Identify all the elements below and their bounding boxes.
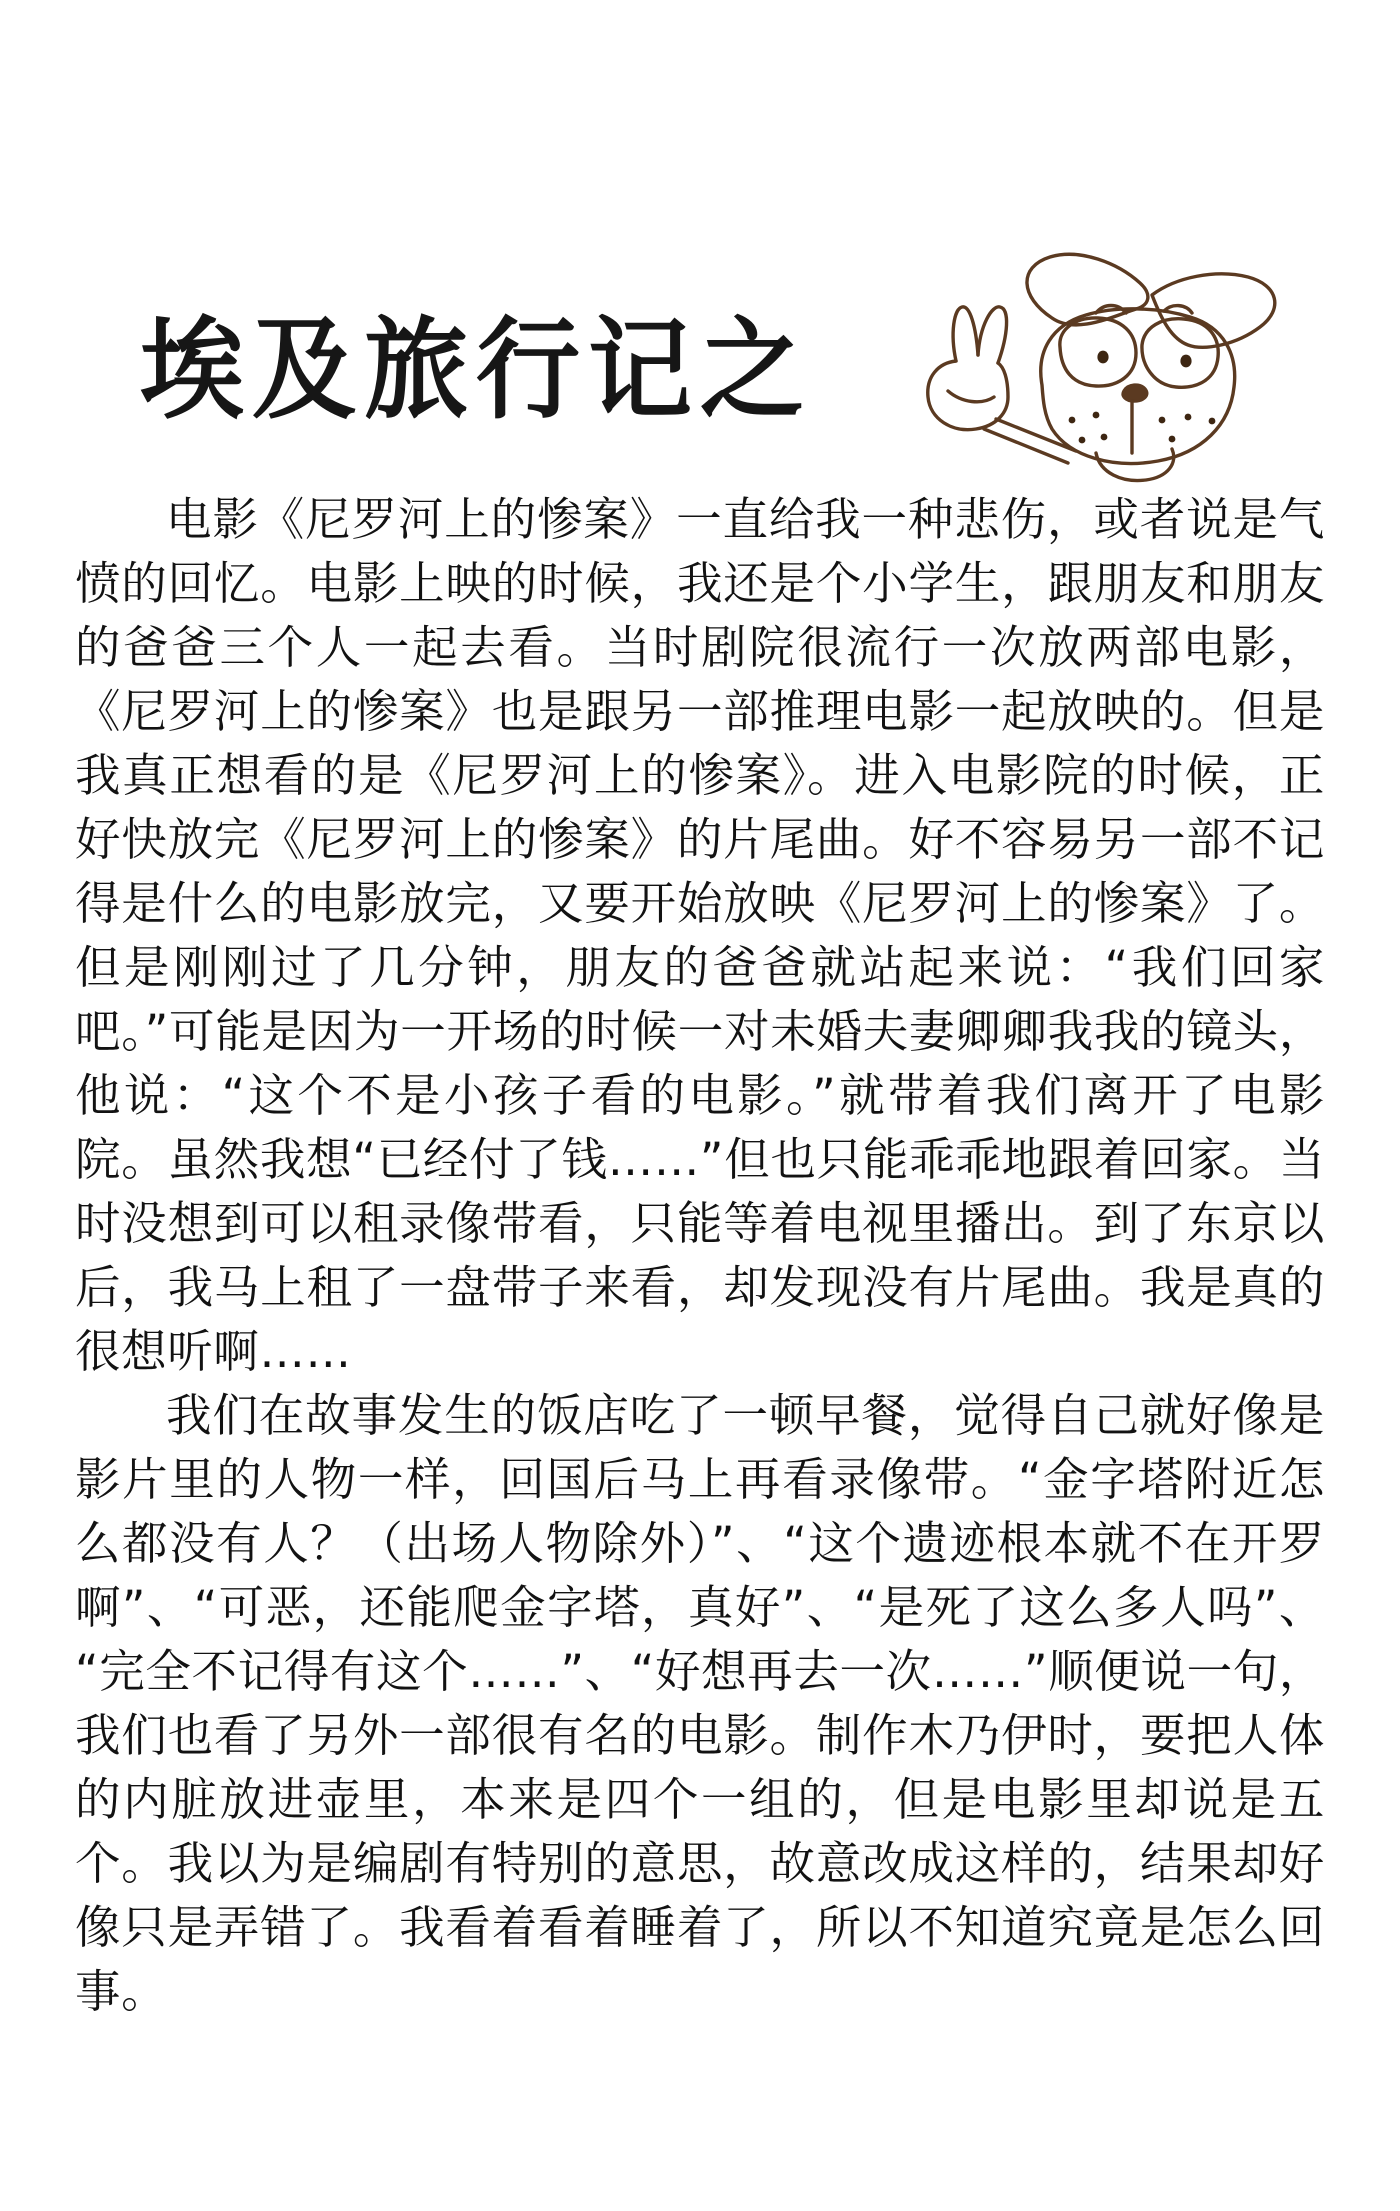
page-title-band	[0, 195, 1400, 435]
paragraph-2: 我们在故事发生的饭店吃了一顿早餐，觉得自己就好像是影片里的人物一样，回国后马上再看录像带。“金字塔附近怎么都没有人？（出场人物除外）”、“这个遗迹根本就不在开罗啊”、“可恶，还能爬金字塔，真好”、“是死了这么多人吗”、“完全不记得有这个……”、“好想再去一次……”顺便说一句，我们也看了另外一部很有名的电影。制作木乃伊时，要把人体的内脏放进壶里，本来是四个一组的，但是电影里却说是五个。我以为是编剧有特别的意思，故意改成这样的，结果却好像只是弄错了。我看着看着睡着了，所以不知道究竟是怎么回事。	[75, 1389, 1325, 2018]
page-title: 埃及旅行记之	[140, 305, 813, 435]
article-body	[75, 488, 1325, 2024]
paragraph-1: 电影《尼罗河上的惨案》一直给我一种悲伤，或者说是气愤的回忆。电影上映的时候，我还是个小学生，跟朋友和朋友的爸爸三个人一起去看。当时剧院很流行一次放两部电影，《尼罗河上的惨案》也是跟另一部推理电影一起放映的。但是我真正想看的是《尼罗河上的惨案》。进入电影院的时候，正好快放完《尼罗河上的惨案》的片尾曲。好不容易另一部不记得是什么的电影放完，又要开始放映《尼罗河上的惨案》了。但是刚刚过了几分钟，朋友的爸爸就站起来说：“我们回家吧。”可能是因为一开场的时候一对未婚夫妻卿卿我我的镜头，他说：“这个不是小孩子看的电影。”就带着我们离开了电影院。虽然我想“已经付了钱……”但也只能乖乖地跟着回家。当时没想到可以租录像带看，只能等着电视里播出。到了东京以后，我马上租了一盘带子来看，却发现没有片尾曲。我是真的很想听啊……	[75, 493, 1325, 1378]
